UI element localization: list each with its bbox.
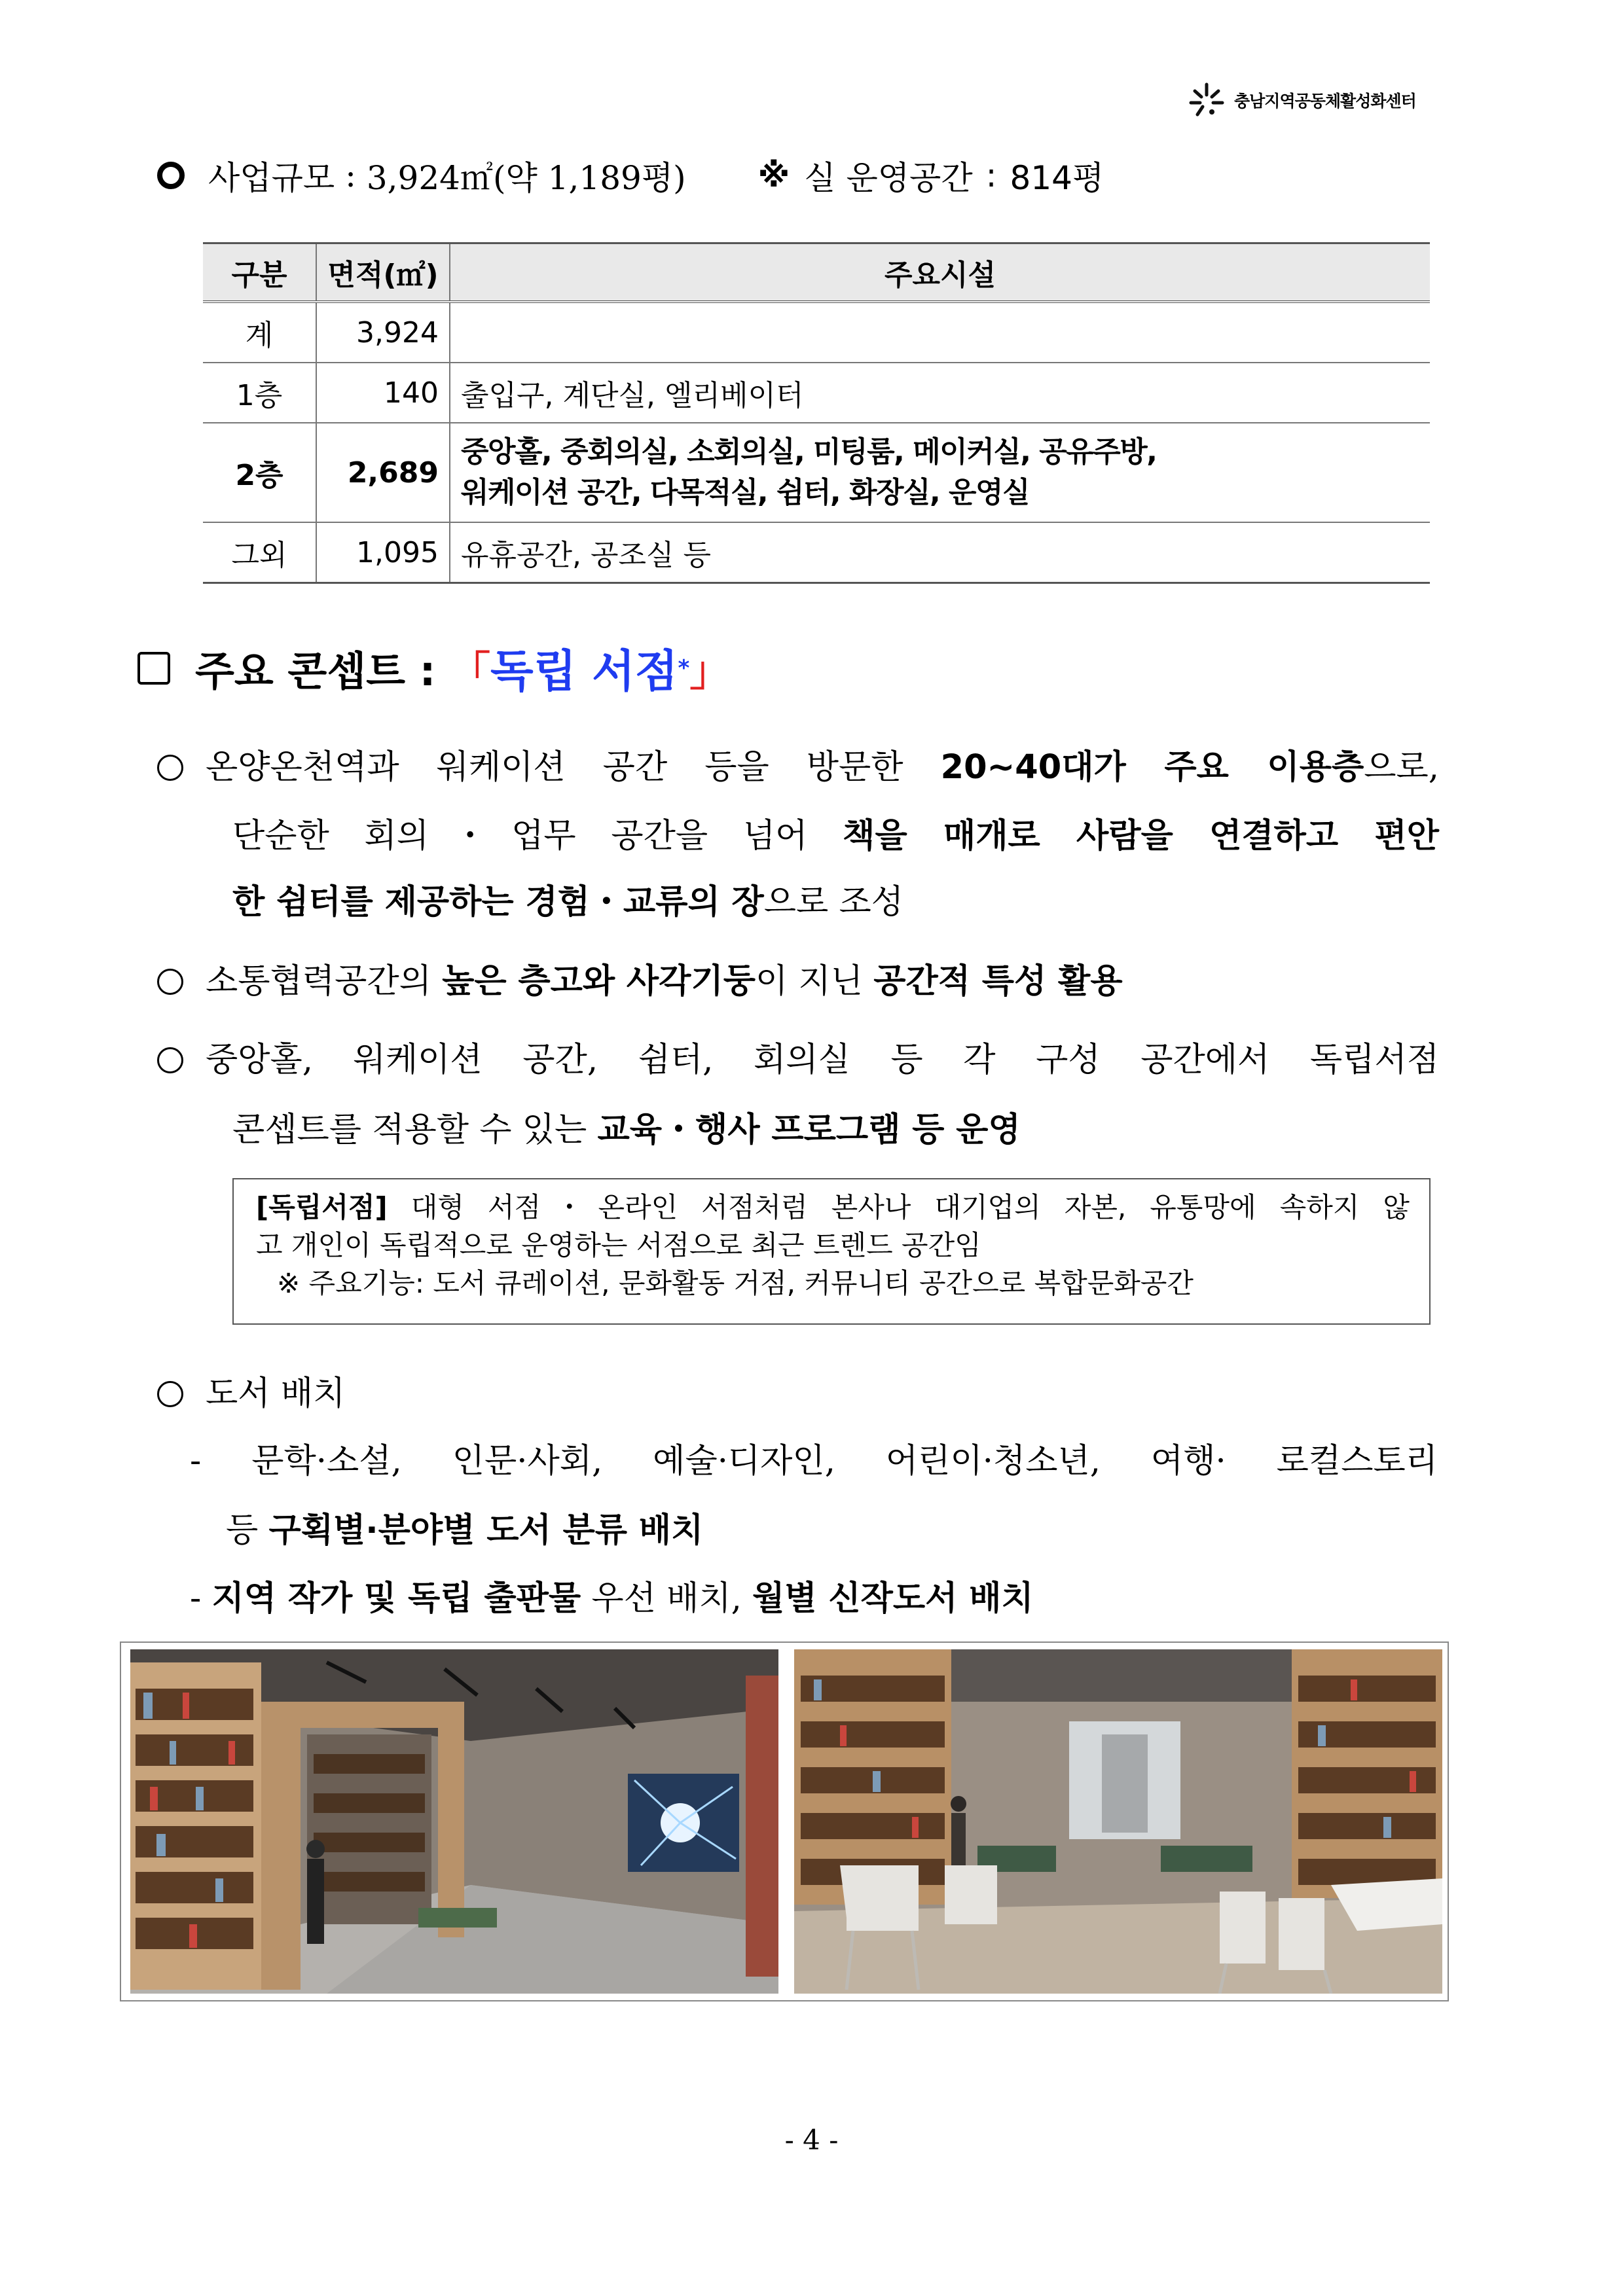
- note-line-2: 고 개인이 독립적으로 운영하는 서점으로 최근 트렌드 공간임: [256, 1229, 981, 1261]
- books-dash-1-line-2: [226, 1503, 703, 1551]
- text-run-bold: 구획별·분야별 도서 분류 배치: [268, 1511, 704, 1550]
- concept-photo-frame: [120, 1641, 1449, 2001]
- circle-bullet-icon: [157, 1047, 183, 1073]
- concept-star: *: [678, 655, 690, 681]
- text-run: -: [190, 1579, 212, 1618]
- text-run-bold: 지역 작가 및 독립 출판물: [211, 1579, 581, 1618]
- cell-category: 1층: [203, 363, 316, 423]
- bullet-1-line-1: [157, 740, 1439, 788]
- org-name: 충남지역공동체활성화센터: [1234, 92, 1416, 111]
- business-scale: [157, 152, 1104, 199]
- text-run: 도서 배치: [206, 1374, 346, 1413]
- header-facilities: 주요시설: [450, 243, 1430, 302]
- scale-sep: :: [335, 156, 367, 194]
- circle-bullet-icon: [157, 969, 183, 995]
- text-run: 중앙홀, 워케이션 공간, 쉼터, 회의실 등 각 구성 공간에서 독립서점: [206, 1041, 1439, 1079]
- table-header-row: [203, 243, 1430, 302]
- bullet-3-line-1: [157, 1032, 1439, 1081]
- table-row: [203, 302, 1430, 363]
- cell-area: 3,924: [316, 302, 450, 363]
- note-mark: ※: [757, 156, 790, 194]
- independent-bookstore-note: [232, 1178, 1431, 1325]
- area-table: [203, 242, 1430, 584]
- filled-circle-bullet-icon: [157, 162, 185, 189]
- header-logo: [1188, 77, 1416, 123]
- circle-bullet-icon: [157, 755, 183, 781]
- note-term: [독립서점]: [256, 1191, 388, 1223]
- books-dash-2: [190, 1571, 1034, 1619]
- operating-space-sep: :: [985, 156, 997, 194]
- header-area: 면적(㎡): [316, 243, 450, 302]
- table-row: [203, 522, 1430, 583]
- cell-category: 2층: [203, 423, 316, 522]
- bullet-2: [157, 954, 1123, 1002]
- text-run-bold: 공간적 특성 활용: [873, 962, 1123, 1001]
- cell-facilities: 출입구, 계단실, 엘리베이터: [450, 363, 1430, 423]
- cell-category: 계: [203, 302, 316, 363]
- cell-area: 1,095: [316, 522, 450, 583]
- checkbox-square-icon: [137, 652, 170, 685]
- cell-area: 140: [316, 363, 450, 423]
- operating-space-value: 814평: [1010, 159, 1104, 197]
- books-title: [157, 1366, 345, 1414]
- bullet-1-line-3: [232, 874, 903, 923]
- concept-title: 독립 서점: [490, 646, 678, 698]
- page-number: - 4 -: [784, 2124, 839, 2156]
- text-run: 으로,: [1364, 748, 1439, 787]
- bracket-open: 「: [450, 647, 491, 695]
- bookstore-hall-photo: [130, 1649, 778, 1994]
- facilities-line: 중앙홀, 중회의실, 소회의실, 미팅룸, 메이커실, 공유주방,: [461, 435, 1157, 469]
- text-run: 이 지닌: [755, 962, 874, 1001]
- text-run-bold: 책을 매개로 사람을 연결하고 편안: [843, 817, 1440, 855]
- cell-facilities: [450, 423, 1430, 522]
- facilities-line: 워케이션 공간, 다목적실, 쉼터, 화장실, 운영실: [461, 476, 1030, 509]
- text-run-bold: 월별 신작도서 배치: [752, 1579, 1034, 1618]
- note-line-1: [256, 1189, 1410, 1227]
- section-heading: [137, 636, 730, 700]
- text-run-bold: 교육・행사 프로그램 등 운영: [597, 1111, 1021, 1149]
- cell-category: 그외: [203, 522, 316, 583]
- sparkle-logo-icon: [1188, 82, 1225, 118]
- section-prefix: 주요 콘셉트 :: [195, 647, 450, 695]
- bracket-close: 」: [689, 647, 731, 695]
- text-run: 콘셉트를 적용할 수 있는: [232, 1111, 598, 1149]
- table-row: [203, 363, 1430, 423]
- bullet-3-line-2: [232, 1102, 1021, 1151]
- cell-facilities: 유휴공간, 공조실 등: [450, 522, 1430, 583]
- scale-value: 3,924㎡(약 1,189평): [366, 159, 686, 197]
- text-run: 대형 서점・온라인 서점처럼 본사나 대기업의 자본, 유통망에 속하지 않: [387, 1191, 1410, 1223]
- scale-label: 사업규모: [208, 159, 335, 197]
- circle-bullet-icon: [157, 1381, 183, 1407]
- cell-area: 2,689: [316, 423, 450, 522]
- bullet-1-line-2: [232, 808, 1439, 857]
- operating-space-label: 실 운영공간: [804, 159, 973, 197]
- text-run-bold: 20~40대가 주요 이용층: [940, 748, 1364, 787]
- cell-facilities: [450, 302, 1430, 363]
- text-run-bold: 높은 층고와 사각기둥: [442, 962, 756, 1001]
- text-run: 등: [226, 1511, 269, 1550]
- table-row: [203, 423, 1430, 522]
- books-dash-1-line-1: - 문학·소설, 인문·사회, 예술·디자인, 어린이·청소년, 여행· 로컬스토리: [190, 1442, 1438, 1480]
- text-run: 온양온천역과 워케이션 공간 등을 방문한: [206, 748, 941, 787]
- text-run-bold: 한 쉼터를 제공하는 경험・교류의 장: [232, 883, 764, 922]
- bookstore-reading-photo: [794, 1649, 1442, 1994]
- note-line-3: ※ 주요기능: 도서 큐레이션, 문화활동 거점, 커뮤니티 공간으로 복합문화공간: [277, 1267, 1194, 1299]
- header-category: 구분: [203, 243, 316, 302]
- text-run: 소통협력공간의: [206, 962, 443, 1001]
- text-run: 으로 조성: [763, 883, 904, 922]
- text-run: 단순한 회의・업무 공간을 넘어: [232, 817, 843, 855]
- text-run: 우선 배치,: [581, 1579, 753, 1618]
